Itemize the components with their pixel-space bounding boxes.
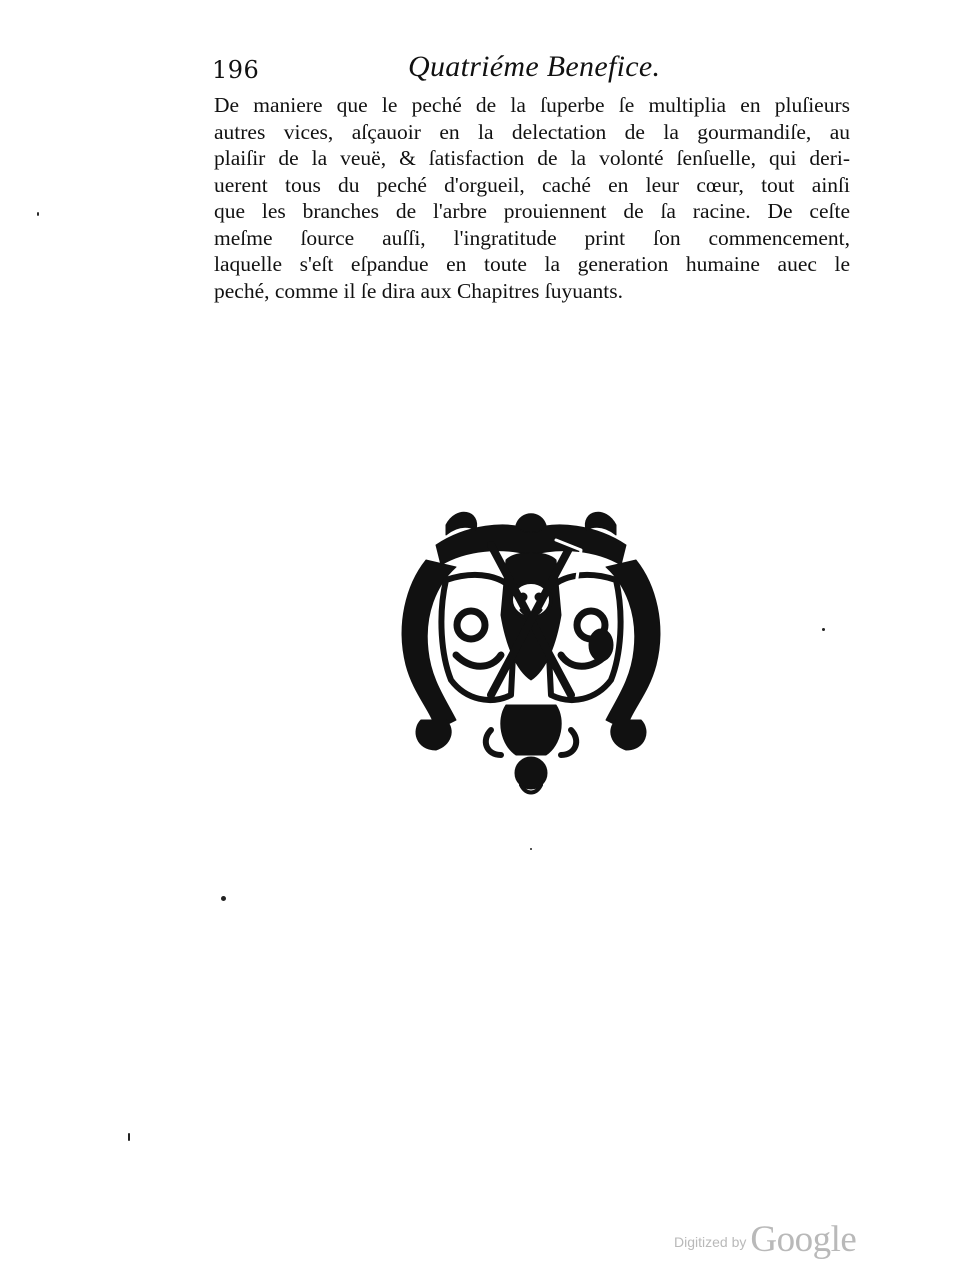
running-title: Quatriéme Benefice. xyxy=(408,50,661,83)
watermark-prefix: Digitized by xyxy=(674,1234,747,1250)
body-paragraph xyxy=(214,92,850,304)
text-line: De maniere que le peché de la ſuperbe ſe multiplia en pluſieurs xyxy=(214,93,850,117)
text-line: que les branches de l'arbre prouiennent de ſa racine. De ceſte xyxy=(214,199,850,223)
page-number: 196 xyxy=(212,56,260,84)
text-line: plaiſir de la veuë, & ſatisfaction de la volonté ſenſuelle, qui deri- xyxy=(214,146,850,170)
scan-speck xyxy=(37,212,39,216)
watermark-brand-logo: Google xyxy=(750,1219,857,1260)
digitization-watermark xyxy=(674,1218,856,1258)
text-line: meſme ſource auſſi, l'ingratitude print ſon commencement, xyxy=(214,225,850,250)
text-line: autres vices, aſçauoir en la delectation de la gourmandiſe, au xyxy=(214,119,850,144)
text-line: uerent tous du peché d'orgueil, caché en leur cœur, tout ainſi xyxy=(214,172,850,197)
page-header xyxy=(212,50,852,90)
foliate-mask-tailpiece-ornament-icon xyxy=(396,505,666,795)
scan-speck xyxy=(221,896,226,901)
scan-speck xyxy=(530,848,532,850)
scan-speck xyxy=(128,1133,130,1141)
text-line: peché, comme il ſe dira aux Chapitres ſuyuants. xyxy=(214,278,623,303)
text-line: laquelle s'eſt eſpandue en toute la generation humaine auec le xyxy=(214,252,850,276)
scan-speck xyxy=(822,628,825,631)
